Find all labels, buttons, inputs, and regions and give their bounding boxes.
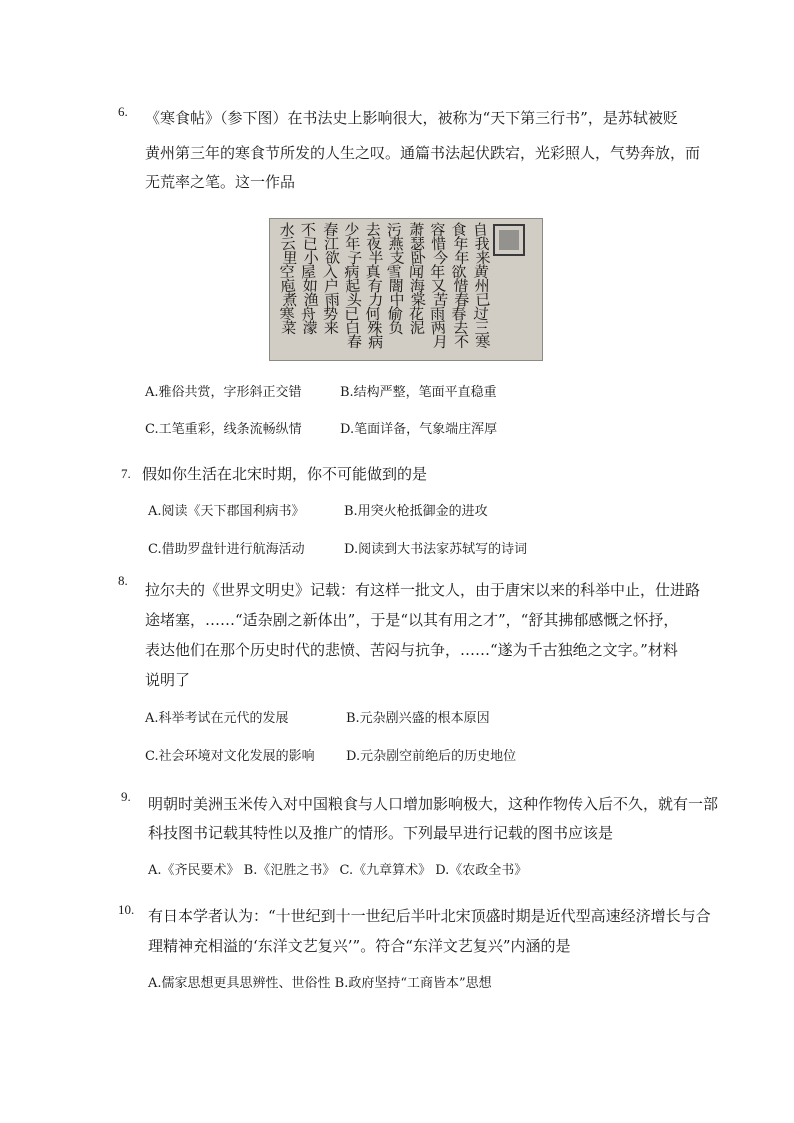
calligraphy-glyph: 燕 xyxy=(388,234,405,254)
calligraphy-glyph: 年 xyxy=(454,248,470,268)
calligraphy-glyph: 病 xyxy=(368,333,384,351)
calligraphy-glyph: 江 xyxy=(323,234,340,254)
calligraphy-glyph: 少 xyxy=(344,220,360,240)
calligraphy-glyph: 已 xyxy=(474,290,491,310)
calligraphy-glyph: 濛 xyxy=(302,318,318,338)
calligraphy-glyph: 半 xyxy=(368,248,384,268)
options-row[interactable]: A.《齐民要术》 B.《氾胜之书》 C.《九章算术》 D.《农政全书》 xyxy=(148,863,528,878)
calligraphy-glyph: 户 xyxy=(323,277,340,295)
calligraphy-glyph: 已 xyxy=(344,305,360,323)
option-a[interactable]: A.科举考试在元代的发展 xyxy=(145,711,289,726)
calligraphy-glyph: 煮 xyxy=(282,290,298,310)
question-text-line: 黄州第三年的寒食节所发的人生之叹。通篇书法起伏跌宕，光彩照人，气势奔放，而 xyxy=(145,144,701,162)
calligraphy-glyph: 来 xyxy=(475,248,491,268)
calligraphy-glyph: 春 xyxy=(450,304,468,324)
option-d[interactable]: D.元杂剧空前绝后的历史地位 xyxy=(346,749,517,764)
option-b[interactable]: B.用突火枪抵御金的进攻 xyxy=(344,504,488,519)
calligraphy-glyph: 去 xyxy=(452,318,469,338)
option-b[interactable]: B.元杂剧兴盛的根本原因 xyxy=(346,711,490,726)
calligraphy-glyph: 雪 xyxy=(386,262,403,282)
calligraphy-glyph: 春 xyxy=(454,291,470,309)
calligraphy-figure xyxy=(270,219,542,360)
calligraphy-glyph: 白 xyxy=(344,318,361,338)
calligraphy-glyph: 不 xyxy=(300,220,317,240)
calligraphy-glyph: 花 xyxy=(408,304,425,324)
calligraphy-glyph: 如 xyxy=(302,276,319,296)
calligraphy-glyph: 云 xyxy=(280,234,297,254)
calligraphy-glyph: 雨 xyxy=(430,304,446,324)
calligraphy-glyph: 势 xyxy=(322,304,339,324)
calligraphy-glyph: 菜 xyxy=(280,318,298,338)
calligraphy-glyph: 食 xyxy=(451,220,467,240)
calligraphy-image xyxy=(269,218,543,361)
calligraphy-glyph: 寒 xyxy=(474,332,491,352)
calligraphy-glyph: 惜 xyxy=(452,276,469,296)
calligraphy-glyph: 空 xyxy=(279,262,295,282)
question-number: 7. xyxy=(121,466,131,481)
calligraphy-glyph: 负 xyxy=(388,318,404,338)
calligraphy-glyph: 春 xyxy=(346,332,363,352)
question-number: 10. xyxy=(118,902,135,917)
calligraphy-glyph: 容 xyxy=(430,220,446,240)
question-number: 8. xyxy=(118,573,128,588)
options-row[interactable]: A.儒家思想更具思辨性、世俗性 B.政府坚持“工商皆本”思想 xyxy=(148,976,492,991)
question-text-line: 途堵塞，……“适杂剧之新体出”，于是“以其有用之才”，“舒其拂郁感慨之怀抒， xyxy=(145,611,679,629)
calligraphy-glyph: 何 xyxy=(365,304,382,324)
calligraphy-glyph: 惜 xyxy=(430,234,447,254)
option-c[interactable]: C.借助罗盘针进行航海活动 xyxy=(148,542,305,557)
question-text-line: 假如你生活在北宋时期，你不可能做到的是 xyxy=(142,465,428,483)
calligraphy-glyph: 春 xyxy=(322,220,340,240)
question-text-line: 科技图书记载其特性以及推广的情形。下列最早进行记载的图书应该是 xyxy=(148,824,614,842)
calligraphy-glyph: 自 xyxy=(472,220,489,240)
calligraphy-glyph: 闻 xyxy=(408,262,425,282)
calligraphy-glyph: 不 xyxy=(453,332,470,352)
calligraphy-glyph: 州 xyxy=(474,276,490,296)
calligraphy-glyph: 过 xyxy=(473,304,490,324)
calligraphy-glyph: 两 xyxy=(430,318,447,338)
option-d[interactable]: D.阅读到大书法家苏轼写的诗词 xyxy=(344,542,528,557)
calligraphy-glyph: 支 xyxy=(389,248,405,268)
calligraphy-glyph: 又 xyxy=(430,276,447,296)
calligraphy-glyph: 舟 xyxy=(300,304,317,324)
question-text-line: 理精神充相溢的‘东洋文艺复兴’”。符合“东洋文艺复兴”内涵的是 xyxy=(148,937,571,955)
calligraphy-glyph: 三 xyxy=(474,319,490,337)
calligraphy-glyph: 瑟 xyxy=(409,235,426,253)
question-text-line: 说明了 xyxy=(145,671,191,689)
calligraphy-glyph: 夜 xyxy=(365,234,383,254)
calligraphy-glyph: 病 xyxy=(344,262,360,282)
calligraphy-glyph: 渔 xyxy=(303,290,319,310)
calligraphy-glyph: 已 xyxy=(302,234,319,254)
calligraphy-glyph: 泥 xyxy=(409,318,426,338)
question-text-line: 《寒食帖》（参下图）在书法史上影响很大，被称为“天下第三行书”，是苏轼被贬 xyxy=(145,109,678,127)
question-text-line: 表达他们在那个历史时代的悲愤、苦闷与抗争，……“遂为千古独绝之文字。”材料 xyxy=(145,641,678,659)
calligraphy-glyph: 卧 xyxy=(410,248,427,268)
calligraphy-glyph: 雨 xyxy=(324,290,341,310)
calligraphy-glyph: 头 xyxy=(346,290,363,310)
calligraphy-glyph: 里 xyxy=(281,248,298,268)
calligraphy-glyph: 欲 xyxy=(451,262,468,282)
calligraphy-glyph: 力 xyxy=(368,290,384,310)
calligraphy-glyph: 萧 xyxy=(408,220,425,240)
calligraphy-glyph: 年 xyxy=(345,234,361,254)
calligraphy-glyph: 黄 xyxy=(472,262,490,282)
option-b[interactable]: B.结构严整，笔面平直稳重 xyxy=(340,385,497,400)
option-a[interactable]: A.阅读《天下郡国利病书》 xyxy=(148,504,305,519)
option-a[interactable]: A.雅俗共赏，字形斜正交错 xyxy=(145,385,302,400)
calligraphy-glyph: 有 xyxy=(366,276,384,296)
calligraphy-glyph: 寒 xyxy=(279,304,295,324)
calligraphy-glyph: 闇 xyxy=(388,276,404,296)
calligraphy-glyph: 小 xyxy=(303,249,319,267)
question-text-line: 有日本学者认为：“十世纪到十一世纪后半叶北宋顶盛时期是近代型高速经济增长与合 xyxy=(148,907,711,925)
calligraphy-glyph: 污 xyxy=(386,220,403,240)
calligraphy-glyph: 年 xyxy=(430,263,446,281)
calligraphy-glyph: 入 xyxy=(322,262,339,282)
calligraphy-glyph: 庖 xyxy=(279,276,297,296)
calligraphy-glyph: 屋 xyxy=(300,262,317,282)
question-text-line: 明朝时美洲玉米传入对中国粮食与人口增加影响极大，这种作物传入后不久，就有一部 xyxy=(148,795,719,813)
option-c[interactable]: C.社会环境对文化发展的影响 xyxy=(145,749,315,764)
calligraphy-glyph: 棠 xyxy=(409,290,427,310)
calligraphy-glyph: 月 xyxy=(432,332,449,352)
option-c[interactable]: C.工笔重彩，线条流畅纵情 xyxy=(145,422,302,437)
option-d[interactable]: D.笔面详备，气象端庄浑厚 xyxy=(340,422,498,437)
calligraphy-glyph: 偷 xyxy=(386,304,404,324)
calligraphy-glyph: 今 xyxy=(432,248,449,268)
calligraphy-glyph: 来 xyxy=(323,318,340,338)
calligraphy-glyph: 水 xyxy=(279,221,295,239)
question-number: 6. xyxy=(118,104,128,119)
calligraphy-glyph: 年 xyxy=(452,234,470,254)
calligraphy-glyph: 起 xyxy=(344,276,361,296)
calligraphy-glyph: 中 xyxy=(389,290,405,310)
calligraphy-glyph: 真 xyxy=(365,262,381,282)
question-text-line: 无荒率之笔。这一作品 xyxy=(145,173,296,191)
calligraphy-glyph: 苦 xyxy=(432,290,449,310)
calligraphy-glyph: 欲 xyxy=(324,248,341,268)
question-number: 9. xyxy=(121,789,131,804)
calligraphy-glyph: 子 xyxy=(346,248,363,268)
calligraphy-glyph: 去 xyxy=(365,220,381,240)
question-text-line: 拉尔夫的《世界文明史》记载：有这样一批文人，由于唐宋以来的科举中止，仕进路 xyxy=(145,581,701,599)
calligraphy-glyph: 我 xyxy=(474,234,490,254)
calligraphy-glyph: 海 xyxy=(409,276,426,296)
calligraphy-glyph: 殊 xyxy=(366,318,383,338)
